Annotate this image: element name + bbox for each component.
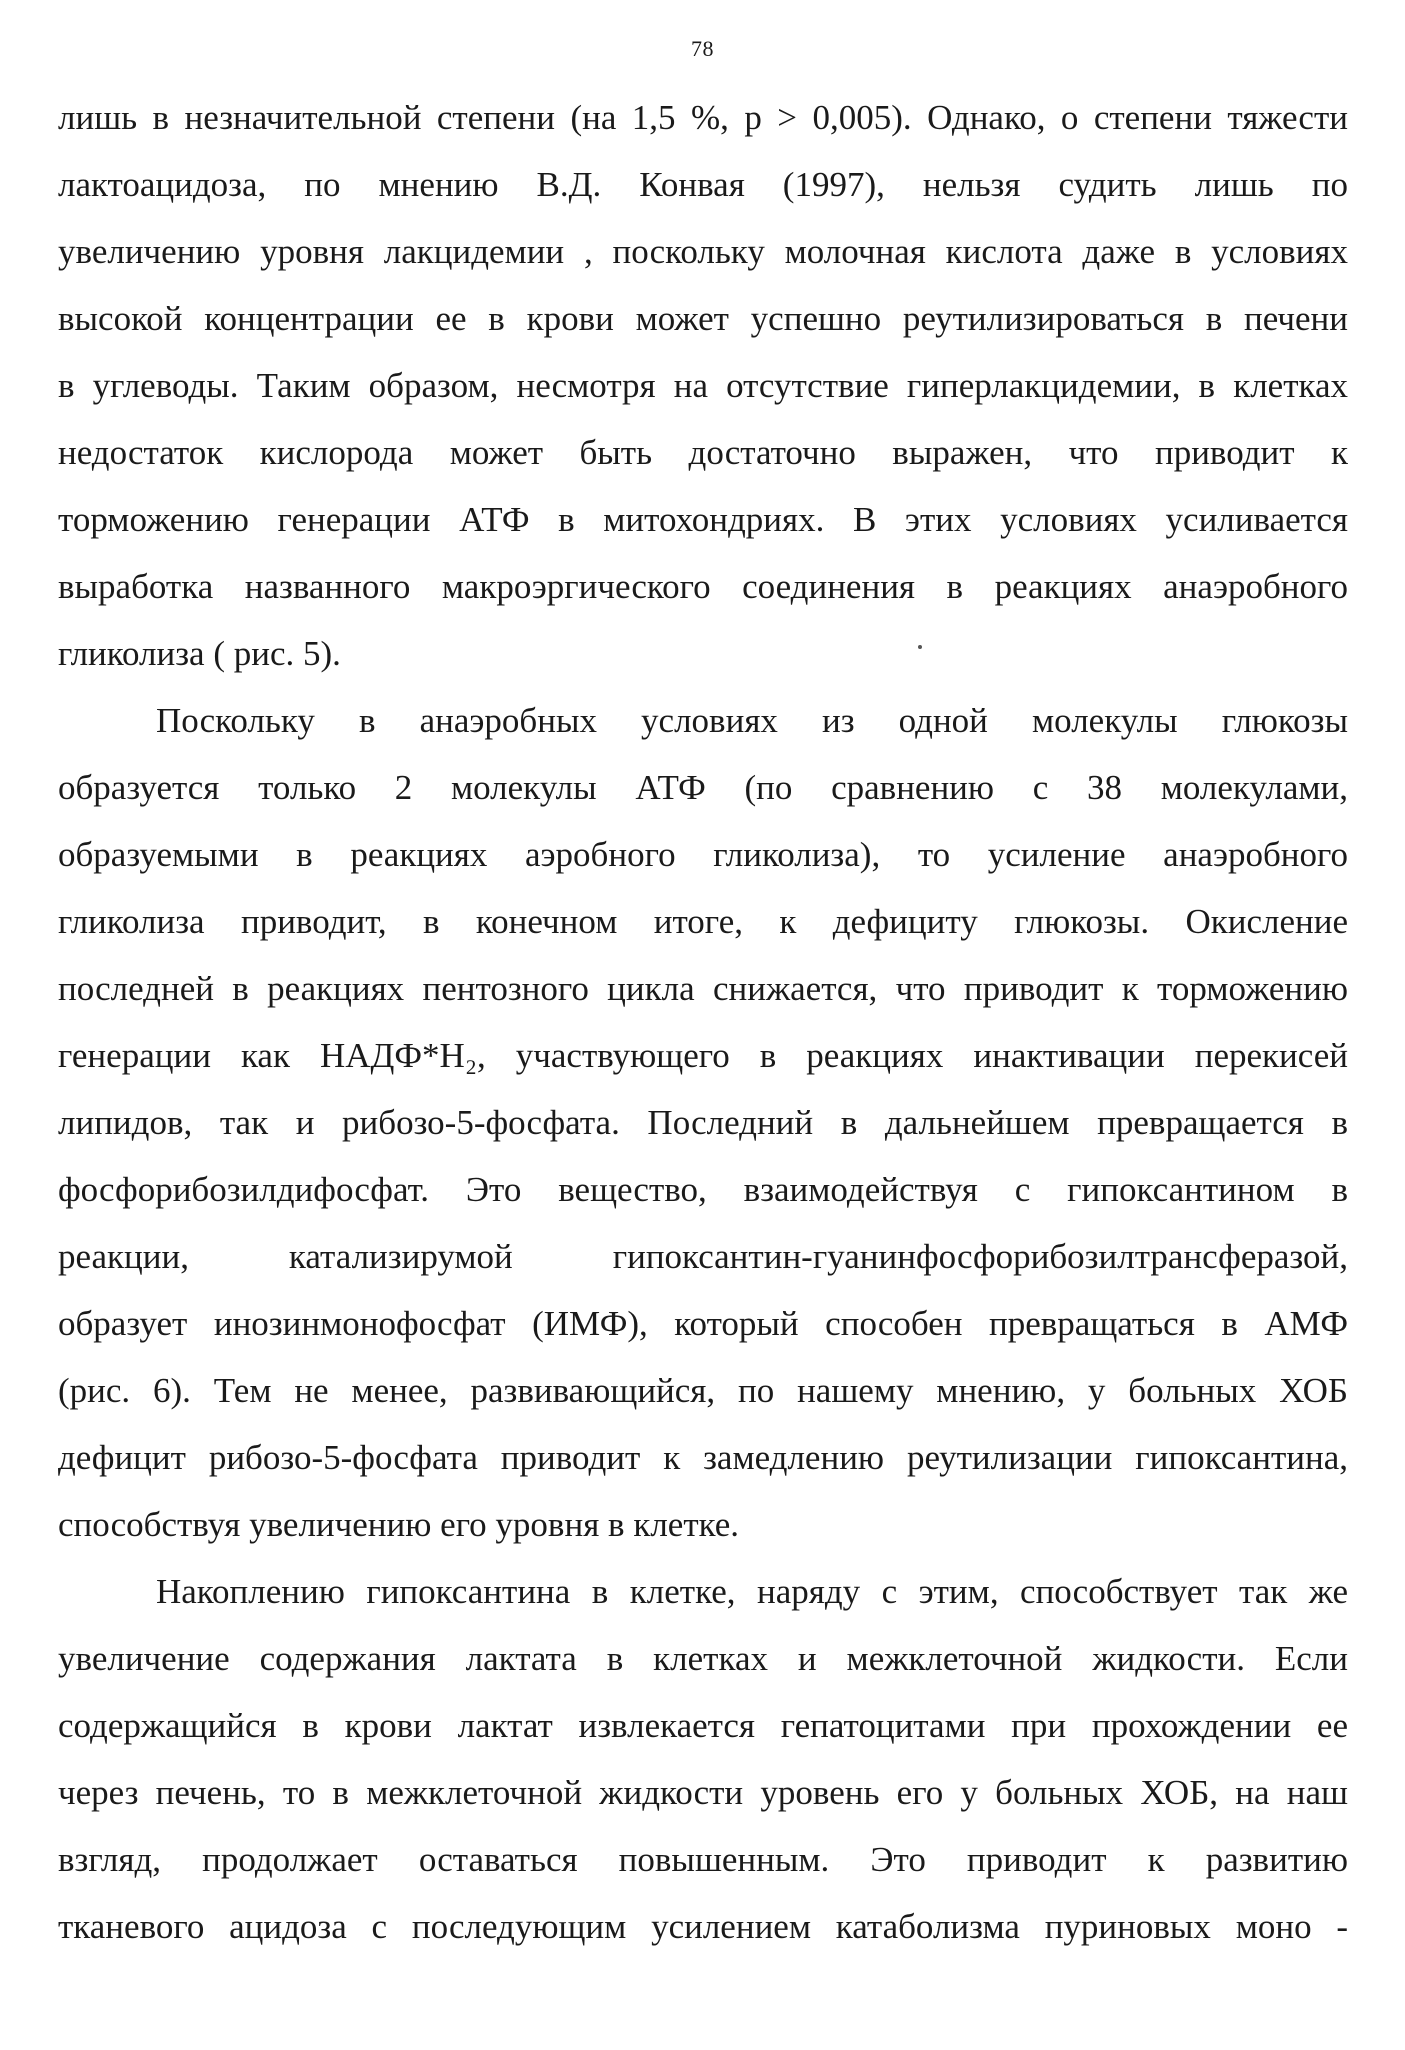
text-line: увеличение содержания лактата в клетках и межклеточной жидкости. Если bbox=[58, 1639, 1348, 1678]
text-line: (рис. 6). Тем не менее, развивающийся, по нашему мнению, у больных ХОБ bbox=[58, 1371, 1348, 1410]
text-line: реакции, катализирумой гипоксантин-гуанинфосфорибозилтрансферазой, bbox=[58, 1237, 1348, 1276]
text-line: недостаток кислорода может быть достаточно выражен, что приводит к bbox=[58, 433, 1348, 472]
text-line: образует инозинмонофосфат (ИМФ), который способен превращаться в АМФ bbox=[58, 1304, 1348, 1343]
text-line: генерации как НАДФ*Н₂, участвующего в реакциях инактивации перекисей bbox=[58, 1036, 1348, 1075]
text-line: Поскольку в анаэробных условиях из одной молекулы глюкозы bbox=[156, 701, 1348, 740]
text-line: через печень, то в межклеточной жидкости уровень его у больных ХОБ, на наш bbox=[58, 1773, 1348, 1812]
text-line: выработка названного макроэргического соединения в реакциях анаэробного bbox=[58, 567, 1348, 606]
text-line: тканевого ацидоза с последующим усилением катаболизма пуриновых моно - bbox=[58, 1907, 1348, 1946]
text-line: образуется только 2 молекулы АТФ (по сравнению с 38 молекулами, bbox=[58, 768, 1348, 807]
text-line: гликолиза ( рис. 5). bbox=[58, 634, 341, 673]
text-line: дефицит рибозо-5-фосфата приводит к замедлению реутилизации гипоксантина, bbox=[58, 1438, 1348, 1477]
text-line: способствуя увеличению его уровня в клетке. bbox=[58, 1505, 740, 1544]
text-line: взгляд, продолжает оставаться повышенным. Это приводит к развитию bbox=[58, 1840, 1348, 1879]
text-line: увеличению уровня лакцидемии , поскольку молочная кислота даже в условиях bbox=[58, 232, 1348, 271]
text-line: лишь в незначительной степени (на 1,5 %, р > 0,005). Однако, о степени тяжести bbox=[58, 98, 1348, 137]
text-line: Накоплению гипоксантина в клетке, наряду с этим, способствует так же bbox=[156, 1572, 1348, 1611]
text-line: липидов, так и рибозо-5-фосфата. Последний в дальнейшем превращается в bbox=[58, 1103, 1348, 1142]
paragraph bbox=[58, 687, 1348, 1558]
paragraph bbox=[58, 84, 1348, 687]
text-line: торможению генерации АТФ в митохондриях. В этих условиях усиливается bbox=[58, 500, 1348, 539]
paragraph bbox=[58, 1558, 1348, 1960]
page-number: 78 bbox=[691, 36, 714, 61]
text-line: в углеводы. Таким образом, несмотря на отсутствие гиперлакцидемии, в клетках bbox=[58, 366, 1348, 405]
text-line: последней в реакциях пентозного цикла снижается, что приводит к торможению bbox=[58, 969, 1348, 1008]
text-line: образуемыми в реакциях аэробного гликолиза), то усиление анаэробного bbox=[58, 835, 1348, 874]
body-text bbox=[58, 84, 1348, 1960]
text-line: содержащийся в крови лактат извлекается гепатоцитами при прохождении ее bbox=[58, 1706, 1348, 1745]
text-line: высокой концентрации ее в крови может успешно реутилизироваться в печени bbox=[58, 299, 1348, 338]
text-line: лактоацидоза, по мнению В.Д. Конвая (1997), нельзя судить лишь по bbox=[58, 165, 1348, 204]
scan-speck bbox=[918, 645, 922, 649]
text-line: фосфорибозилдифосфат. Это вещество, взаимодействуя с гипоксантином в bbox=[58, 1170, 1348, 1209]
text-line: гликолиза приводит, в конечном итоге, к дефициту глюкозы. Окисление bbox=[58, 902, 1348, 941]
